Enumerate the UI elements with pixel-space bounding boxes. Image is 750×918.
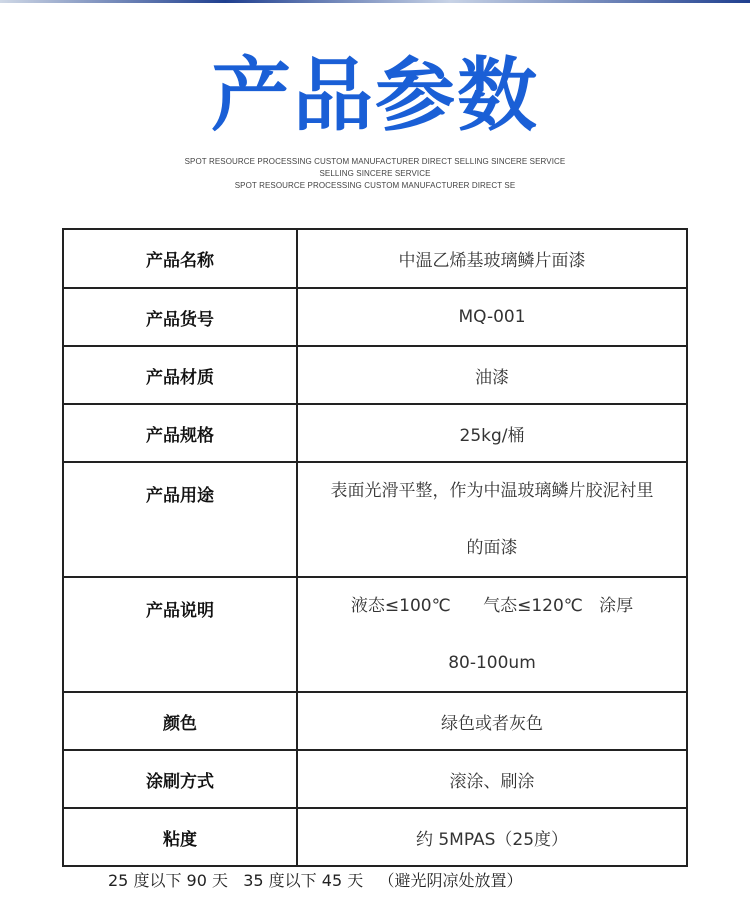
row-value-line-2: 的面漆	[466, 537, 518, 558]
row-value	[298, 578, 686, 691]
product-parameter-table	[62, 228, 688, 867]
row-value-text: 绿色或者灰色	[441, 713, 543, 734]
subtitle-line-1: SPOT RESOURCE PROCESSING CUSTOM MANUFACTURER DIRECT SELLING SINCERE SERVICE	[184, 157, 566, 166]
storage-note: 25 度以下 90 天 35 度以下 45 天 （避光阴凉处放置）	[108, 871, 523, 890]
row-value-line-1: 表面光滑平整，作为中温玻璃鳞片胶泥衬里	[330, 480, 654, 501]
row-label: 涂刷方式	[64, 751, 298, 807]
table-row-color	[64, 693, 686, 751]
row-label: 产品名称	[64, 230, 298, 287]
table-row-product-code	[64, 289, 686, 347]
row-value	[298, 463, 686, 576]
row-value	[298, 809, 686, 865]
row-label: 产品用途	[64, 463, 298, 576]
row-label: 产品说明	[64, 578, 298, 691]
row-label: 产品货号	[64, 289, 298, 345]
table-row-viscosity	[64, 809, 686, 867]
row-label: 产品材质	[64, 347, 298, 403]
row-value	[298, 405, 686, 461]
page-title: 产品参数	[211, 49, 539, 142]
table-row-specification	[64, 405, 686, 463]
row-value-text: 滚涂、刷涂	[449, 771, 535, 792]
subtitle-line-2: SELLING SINCERE SERVICE	[319, 169, 431, 178]
table-row-usage	[64, 463, 686, 578]
row-label: 颜色	[64, 693, 298, 749]
row-value	[298, 289, 686, 345]
row-value-line-1: 液态≤100℃ 气态≤120℃ 涂厚	[350, 595, 634, 616]
row-value	[298, 751, 686, 807]
row-value-line-2: 80-100um	[448, 652, 536, 673]
table-row-material	[64, 347, 686, 405]
row-value	[298, 693, 686, 749]
row-value-text: 25kg/桶	[459, 425, 525, 446]
row-value-text: 约 5MPAS（25度）	[415, 829, 569, 850]
row-value	[298, 230, 686, 287]
row-value-text: 中温乙烯基玻璃鳞片面漆	[398, 251, 586, 271]
subtitle-line-3: SPOT RESOURCE PROCESSING CUSTOM MANUFACTURER DIRECT SE	[234, 181, 516, 190]
row-value-text: MQ-001	[458, 307, 526, 327]
table-row-description	[64, 578, 686, 693]
row-value	[298, 347, 686, 403]
top-decorative-line	[0, 0, 750, 3]
row-label: 粘度	[64, 809, 298, 865]
table-row-product-name	[64, 230, 686, 289]
table-row-application-method	[64, 751, 686, 809]
row-label: 产品规格	[64, 405, 298, 461]
row-value-text: 油漆	[475, 367, 509, 388]
